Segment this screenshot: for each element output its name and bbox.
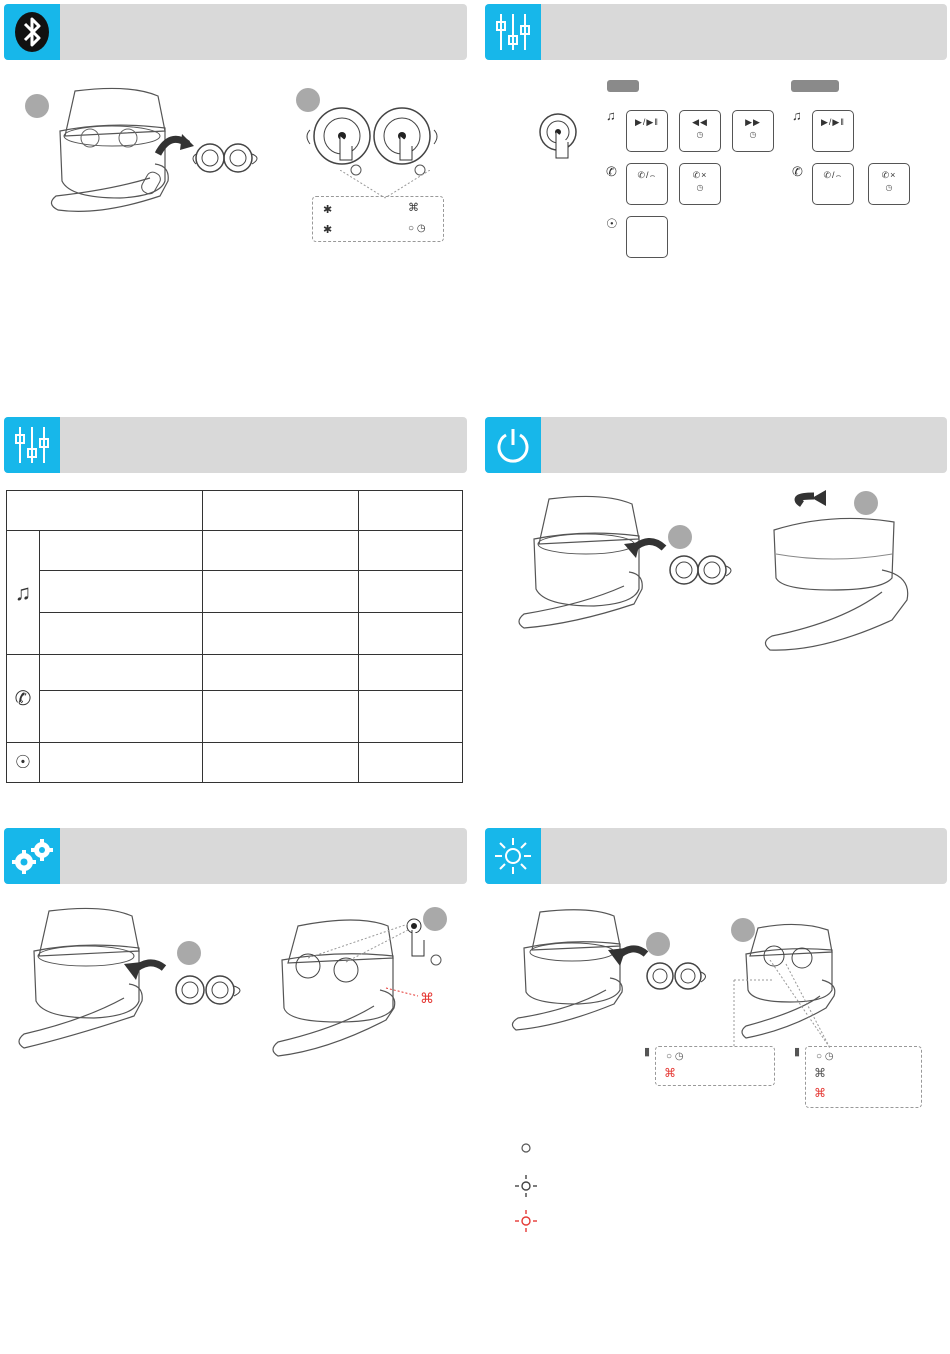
timer-icon: ◷: [696, 130, 704, 139]
table-cell: [203, 691, 359, 743]
rewind-icon: ◀◀: [692, 117, 708, 127]
section-header-pairing: [4, 4, 467, 60]
led-off-timer-icon: ○ ◷: [408, 223, 426, 234]
battery-icon: ▮: [644, 1046, 651, 1058]
section-header-reset: [4, 828, 467, 884]
table-row: [7, 691, 463, 743]
reset-press-illustration: [268, 908, 458, 1063]
earbuds-press-illustration: [300, 100, 450, 180]
sun-led-icon: [493, 836, 533, 876]
timer-icon: ◷: [885, 183, 893, 192]
red-led-blink-icon: ⌘: [664, 1066, 676, 1080]
mode-tag-right: [791, 80, 839, 92]
fast-forward-icon: ▶▶: [745, 117, 761, 127]
power-icon: [493, 425, 533, 465]
bluetooth-small-icon-1: ✱: [323, 204, 333, 216]
table-row: [7, 613, 463, 655]
controls-table: [6, 490, 463, 783]
table-row: [7, 655, 463, 691]
red-led-blink-icon: ⌘: [814, 1086, 826, 1100]
key-next-track: [732, 110, 774, 152]
table-cell: [203, 613, 359, 655]
music-note-icon-right: ♫: [792, 108, 802, 123]
key-answer-end-call: [626, 163, 668, 205]
equalizer-sliders-icon: [12, 423, 52, 467]
equalizer-icon-box: [485, 4, 541, 60]
led-legend-red-blink-icon: [514, 1209, 538, 1233]
microphone-icon: ☉: [14, 752, 32, 772]
table-cell: [359, 571, 463, 613]
led-dotted-guides: [730, 960, 850, 1050]
play-pause-icon: ▶/▶‖: [634, 117, 660, 127]
section-header-led: [485, 828, 947, 884]
key-reject-call: [679, 163, 721, 205]
section-header-controls-table: [4, 417, 467, 473]
table-row: [7, 743, 463, 783]
answer-hangup-icon: ✆/⌢: [637, 170, 657, 180]
led-status-box-left: [655, 1046, 775, 1086]
bluetooth-icon: [12, 10, 52, 54]
reject-call-icon: ✆×: [881, 170, 897, 180]
mode-tag-left: [607, 80, 639, 92]
music-category-cell: [7, 531, 40, 655]
reject-call-icon: ✆×: [692, 170, 708, 180]
table-cell: [359, 691, 463, 743]
earbud-touch-illustration: [538, 110, 584, 166]
table-cell: [40, 743, 203, 783]
key-previous-track: [679, 110, 721, 152]
case-closed-illustration: [762, 490, 922, 655]
timer-icon: ◷: [749, 130, 757, 139]
blinking-led-icon: ⌘: [408, 202, 419, 214]
power-icon-box: [485, 417, 541, 473]
table-cell: [359, 743, 463, 783]
phone-icon: ✆: [606, 164, 617, 179]
microphone-icon: ☉: [606, 216, 618, 231]
phone-icon-right: ✆: [792, 164, 803, 179]
case-insert-earbuds-illustration: [514, 494, 754, 639]
white-led-blink-icon: ⌘: [814, 1066, 826, 1080]
led-legend-white-blink-icon: [514, 1174, 538, 1198]
led-case-insert-illustration: [510, 908, 720, 1038]
red-led-blink-icon: ⌘: [420, 990, 434, 1006]
table-header-cell: [7, 491, 203, 531]
table-cell: [40, 613, 203, 655]
table-header-cell: [359, 491, 463, 531]
answer-hangup-icon: ✆/⌢: [823, 170, 843, 180]
gears-icon: [8, 836, 56, 876]
timer-icon: ◷: [696, 183, 704, 192]
table-cell: [40, 691, 203, 743]
led-icon-box: [485, 828, 541, 884]
table-row: [7, 531, 463, 571]
table-header-cell: [203, 491, 359, 531]
phone-icon: ✆: [14, 688, 32, 710]
led-status-box-right: [805, 1046, 922, 1108]
battery-icon: ▮: [794, 1046, 801, 1058]
play-pause-icon: ▶/▶‖: [820, 117, 846, 127]
key-reject-call-right: [868, 163, 910, 205]
table-cell: [359, 531, 463, 571]
music-note-icon: ♫: [606, 108, 616, 123]
phone-category-cell: [7, 655, 40, 743]
table-cell: [359, 655, 463, 691]
led-off-timer-icon: ○ ◷: [666, 1051, 684, 1062]
led-legend-off-icon: [519, 1141, 533, 1155]
key-play-pause: [626, 110, 668, 152]
table-cell: [40, 655, 203, 691]
table-row: [7, 571, 463, 613]
key-voice-assistant: [626, 216, 668, 258]
led-off-timer-icon: ○ ◷: [816, 1051, 834, 1062]
equalizer-sliders-icon: [493, 10, 533, 54]
section-header-controls: [485, 4, 947, 60]
section-header-power: [485, 417, 947, 473]
pairing-led-legend: [312, 196, 444, 242]
table-cell: [203, 531, 359, 571]
table-cell: [40, 571, 203, 613]
table-cell: [359, 613, 463, 655]
music-note-icon: ♫: [14, 579, 32, 605]
key-answer-end-call-right: [812, 163, 854, 205]
key-play-pause-right: [812, 110, 854, 152]
table-cell: [203, 743, 359, 783]
charging-case-illustration: [40, 86, 280, 226]
gears-icon-box: [4, 828, 60, 884]
table-row: [7, 491, 463, 531]
table-cell: [40, 531, 203, 571]
reset-case-earbuds-illustration: [14, 906, 259, 1056]
table-cell: [203, 655, 359, 691]
bluetooth-icon-box: [4, 4, 60, 60]
table-cell: [203, 571, 359, 613]
mic-category-cell: [7, 743, 40, 783]
equalizer-icon-box-2: [4, 417, 60, 473]
bluetooth-small-icon-2: ✱: [323, 224, 333, 236]
